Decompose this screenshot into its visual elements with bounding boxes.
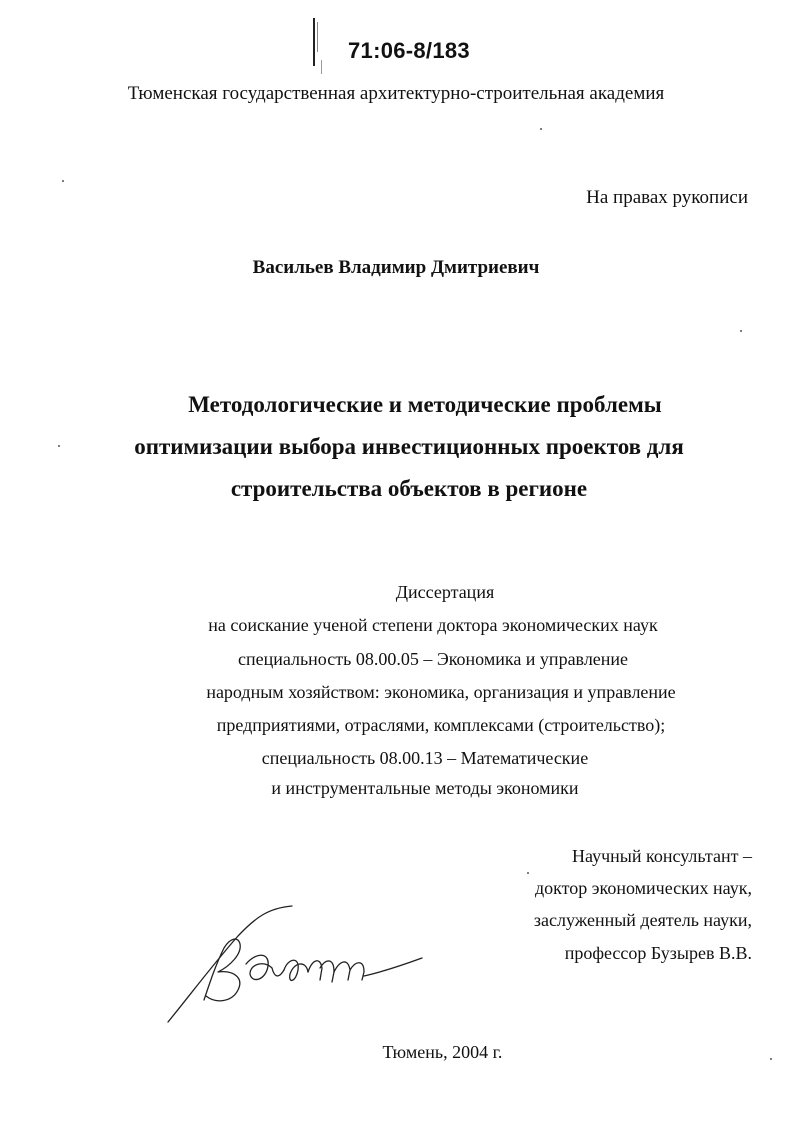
scan-mark-line <box>313 18 315 66</box>
consultant-line-1: Научный консультант – <box>572 846 752 866</box>
scan-speck <box>540 128 542 130</box>
scan-speck <box>62 180 64 182</box>
dissertation-line-4: народным хозяйством: экономика, организация и управление <box>206 682 676 702</box>
author-name: Васильев Владимир Дмитриевич <box>252 257 540 278</box>
consultant-line-4: профессор Бузырев В.В. <box>564 943 752 963</box>
title-line-2: оптимизации выбора инвестиционных проектов для <box>134 434 684 459</box>
rights-note: На правах рукописи <box>586 187 748 208</box>
dissertation-line-5: предприятиями, отраслями, комплексами (строительство); <box>216 715 666 735</box>
consultant-line-2: доктор экономических наук, <box>535 878 752 898</box>
scan-speck <box>770 1058 772 1060</box>
scan-speck <box>527 872 529 874</box>
dissertation-line-3: специальность 08.00.05 – Экономика и управление <box>237 649 629 669</box>
scan-mark-line <box>321 60 322 74</box>
dissertation-line-2: на соискание ученой степени доктора экономических наук <box>208 615 658 635</box>
catalog-code: 71:06-8/183 <box>348 38 470 63</box>
title-line-3: строительства объектов в регионе <box>230 476 588 501</box>
scan-speck <box>740 330 742 332</box>
scan-mark-line <box>317 22 318 52</box>
place-and-year: Тюмень, 2004 г. <box>382 1042 503 1062</box>
dissertation-line-7: и инструментальные методы экономики <box>271 778 579 798</box>
institution-name: Тюменская государственная архитектурно-строительная академия <box>127 83 665 104</box>
dissertation-line-6: специальность 08.00.13 – Математические <box>261 748 589 768</box>
dissertation-line-1: Диссертация <box>395 582 495 602</box>
author-signature <box>160 900 430 1030</box>
title-line-1: Методологические и методические проблемы <box>188 392 662 417</box>
consultant-line-3: заслуженный деятель науки, <box>533 910 752 930</box>
scan-speck <box>58 445 60 447</box>
